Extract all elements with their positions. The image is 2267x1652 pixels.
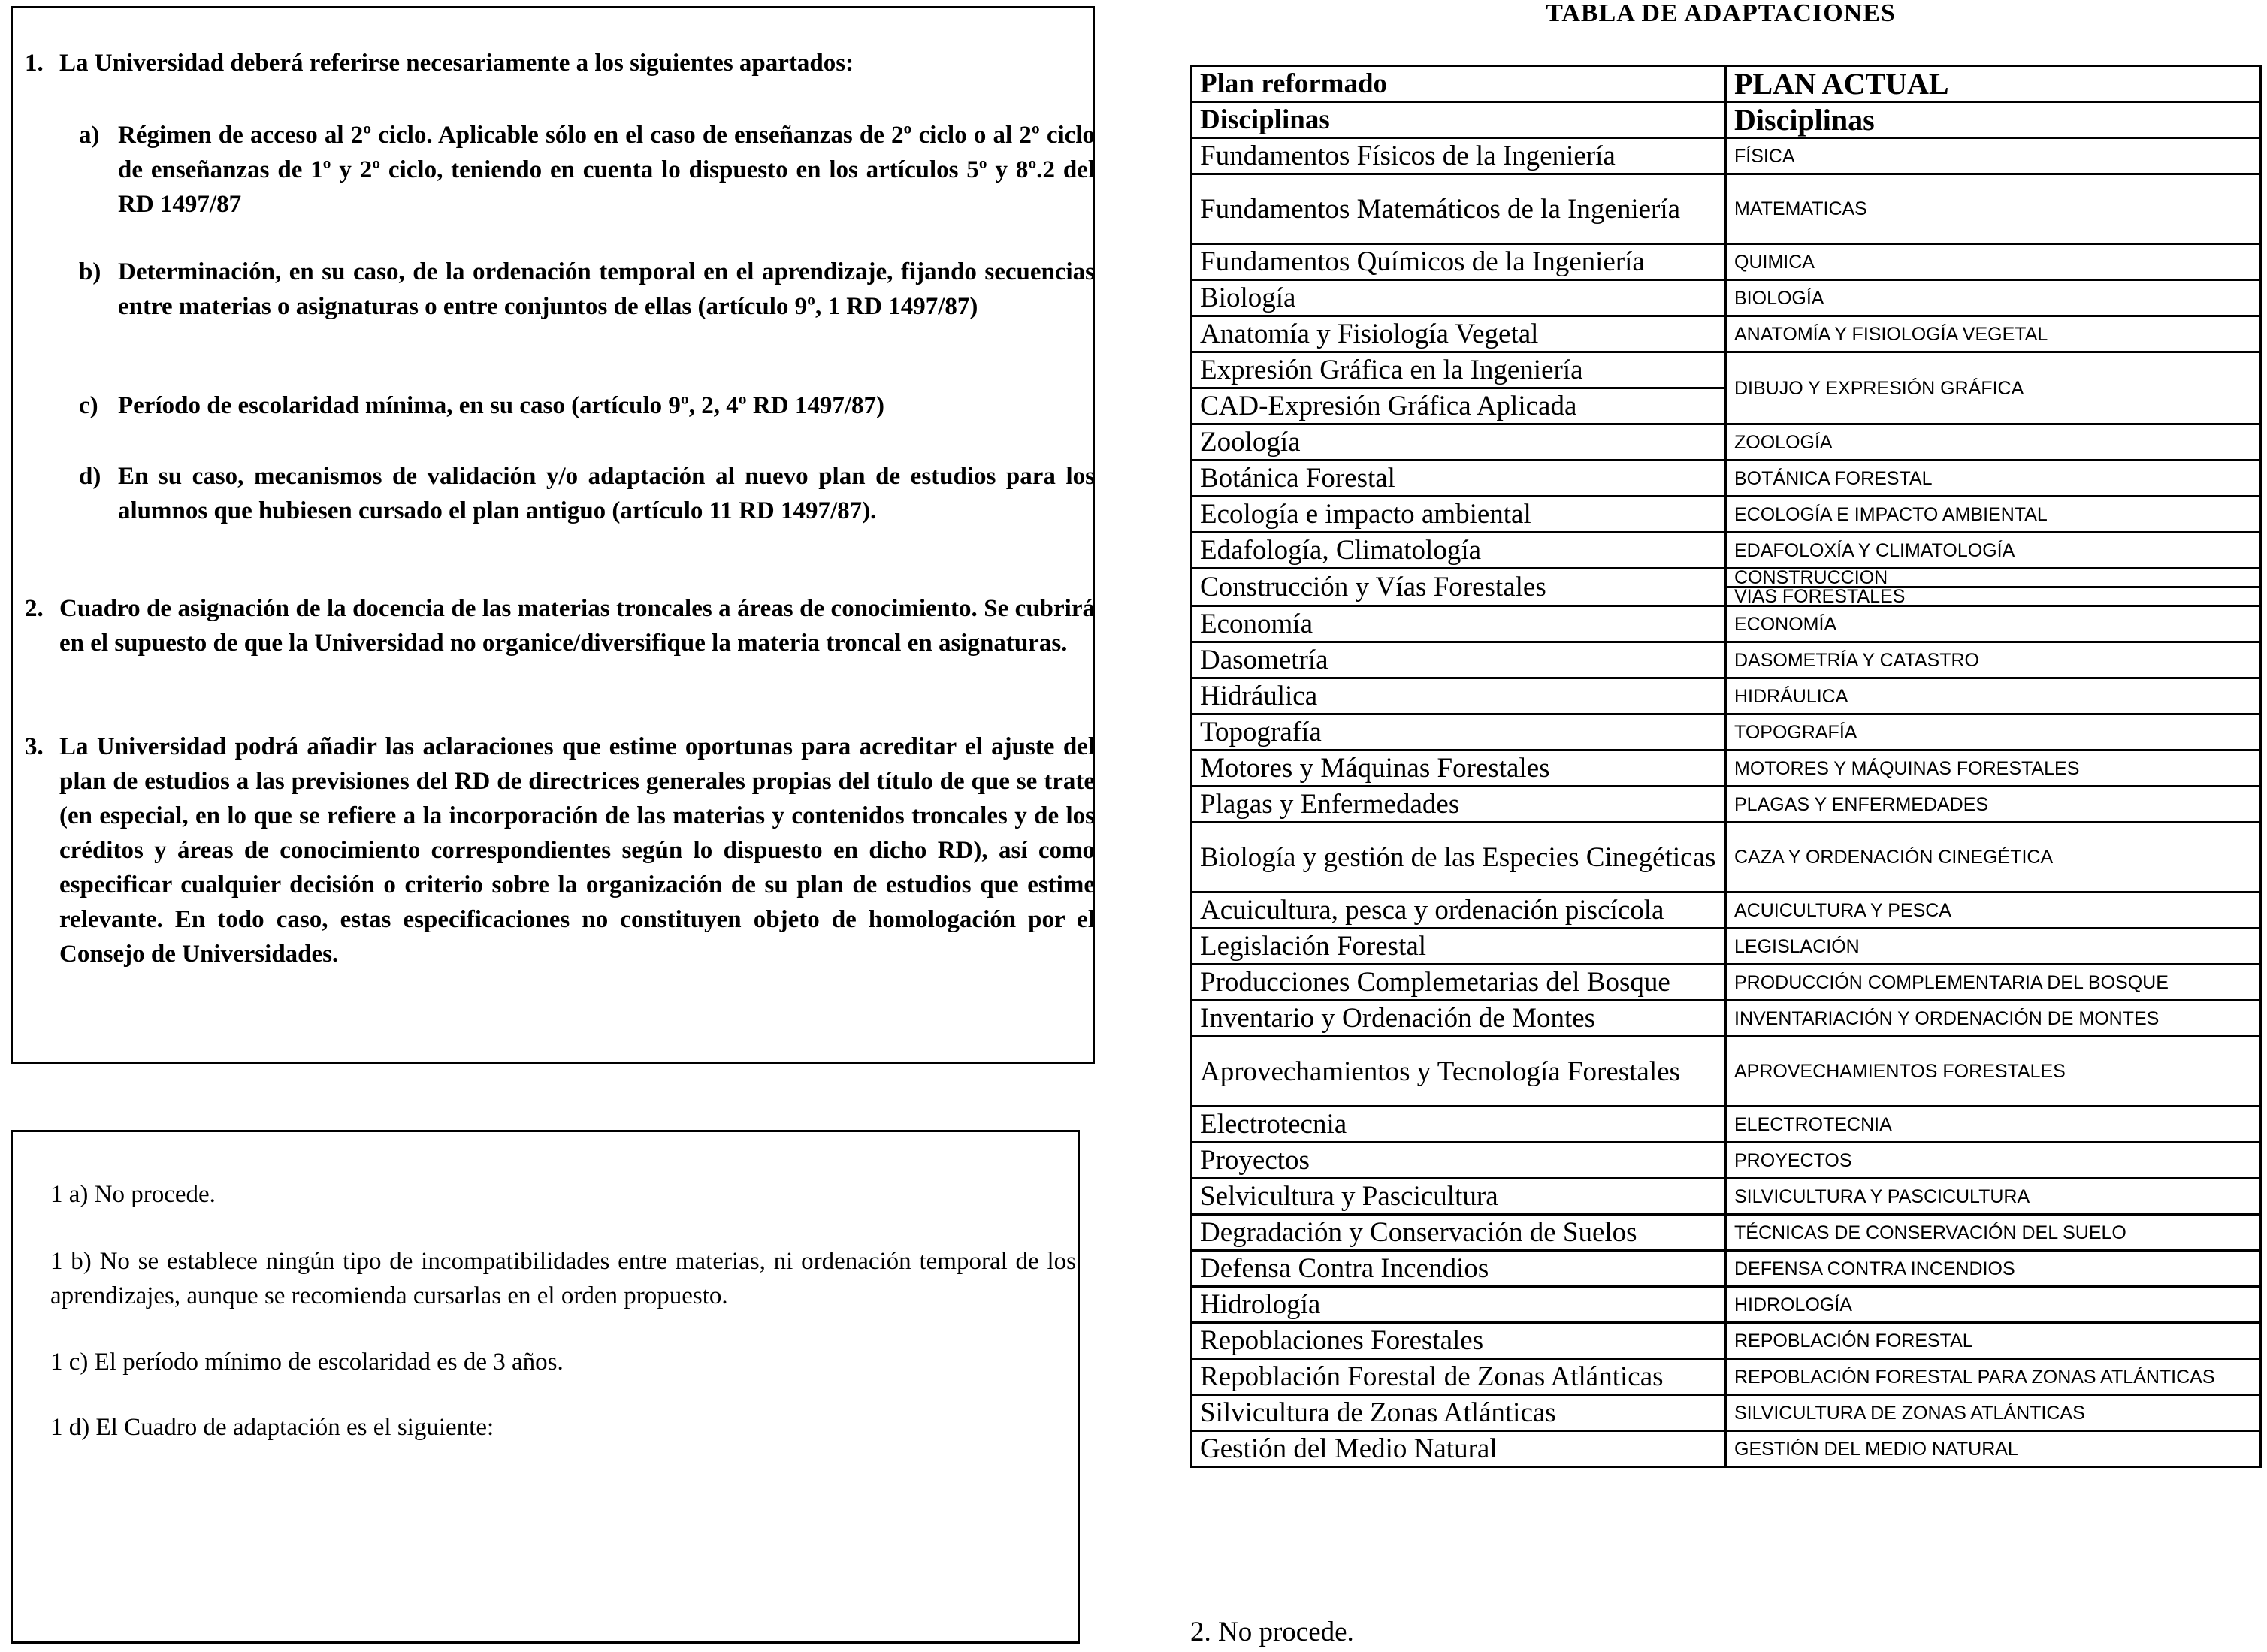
plan-reformado-cell: CAD-Expresión Gráfica Aplicada	[1192, 388, 1726, 424]
plan-reformado-cell: Legislación Forestal	[1192, 929, 1726, 965]
table-row	[1192, 1287, 2261, 1323]
plan-reformado-cell: Producciones Complemetarias del Bosque	[1192, 965, 1726, 1001]
plan-actual-cell: MOTORES Y MÁQUINAS FORESTALES	[1726, 750, 2261, 787]
instructions-box: 1. La Universidad deberá referirse necesariamente a los siguientes apartados: a) Régimen de acceso al 2º ciclo. Aplicable sólo en el caso de enseñanzas de 2º ciclo o al 2º ciclo de enseñanzas de 1º y 2º ciclo, teniendo en cuenta lo dispuesto en los artículos 5º y 8º.2 del RD 1497/87 b) Determinación, en su caso, de la ordenación temporal en el aprendizaje, fijando secuencias entre materias o asignaturas o entre conjuntos de ellas (artículo 9º, 1 RD 1497/87) c) Período de escolaridad mínima, en su caso (artículo 9º, 2, 4º RD 1497/87) d) En su caso, mecanismos de validación y/o adaptación al nuevo plan de estudios para los alumnos que hubiesen cursado el plan antiguo (artículo 11 RD 1497/87). 2. Cuadro de asignación de la docencia de las materias troncales a áreas de conocimiento. Se cubrirá en el supuesto de que la Universidad no organice/diversifique la materia troncal en asignaturas. 3. La Universidad podrá añadir las aclaraciones que estime oportunas para acreditar el ajuste del plan de estudios a las previsiones del RD de directrices generales propias del título de que se trate (en especial, en lo que se refiere a la incorporación de las materias y contenidos troncales y de los créditos y áreas de conocimiento correspondientes según lo dispuesto en dicho RD), así como especificar cualquier decisión o criterio sobre la organización de su plan de estudios que estime relevante. En todo caso, estas especificaciones no constituyen objeto de homologación por el Consejo de Universidades.	[11, 6, 1095, 1064]
plan-reformado-cell: Acuicultura, pesca y ordenación piscícola	[1192, 892, 1726, 929]
plan-reformado-cell: Repoblación Forestal de Zonas Atlánticas	[1192, 1359, 1726, 1395]
table-row	[1192, 533, 2261, 569]
plan-actual-cell: EDAFOLOXÍA Y CLIMATOLOGÍA	[1726, 533, 2261, 569]
plan-actual-cell: GESTIÓN DEL MEDIO NATURAL	[1726, 1431, 2261, 1467]
footer-note: 2. No procede.	[1190, 1617, 1354, 1647]
plan-actual-cell: INVENTARIACIÓN Y ORDENACIÓN DE MONTES	[1726, 1001, 2261, 1037]
plan-reformado-cell: Edafología, Climatología	[1192, 533, 1726, 569]
table-row	[1192, 424, 2261, 461]
table-row	[1192, 461, 2261, 497]
table-row	[1192, 244, 2261, 280]
plan-reformado-cell: Ecología e impacto ambiental	[1192, 497, 1726, 533]
table-row	[1192, 1359, 2261, 1395]
plan-reformado-cell: Economía	[1192, 606, 1726, 642]
table-row	[1192, 1001, 2261, 1037]
plan-reformado-cell: Proyectos	[1192, 1143, 1726, 1179]
plan-actual-cell: ECONOMÍA	[1726, 606, 2261, 642]
answer-1a: 1 a) No procede.	[50, 1181, 216, 1208]
plan-reformado-cell: Botánica Forestal	[1192, 461, 1726, 497]
subheader-disciplinas-left: Disciplinas	[1192, 102, 1726, 138]
table-row	[1192, 823, 2261, 892]
adaptation-table	[1190, 65, 2262, 1468]
table-row	[1192, 714, 2261, 750]
plan-actual-cell: PLAGAS Y ENFERMEDADES	[1726, 787, 2261, 823]
plan-actual-cell: DASOMETRÍA Y CATASTRO	[1726, 642, 2261, 678]
table-row	[1192, 1215, 2261, 1251]
plan-reformado-cell: Motores y Máquinas Forestales	[1192, 750, 1726, 787]
plan-reformado-cell: Expresión Gráfica en la Ingeniería	[1192, 352, 1726, 388]
table-row	[1192, 1251, 2261, 1287]
table-row	[1192, 606, 2261, 642]
plan-actual-cell: FÍSICA	[1726, 138, 2261, 174]
plan-actual-cell: TOPOGRAFÍA	[1726, 714, 2261, 750]
plan-actual-cell-part: VIAS FORESTALES	[1734, 586, 1906, 607]
table-row	[1192, 280, 2261, 316]
table-row	[1192, 1107, 2261, 1143]
plan-reformado-cell: Fundamentos Matemáticos de la Ingeniería	[1192, 174, 1726, 244]
plan-reformado-cell: Gestión del Medio Natural	[1192, 1431, 1726, 1467]
plan-actual-cell: BOTÁNICA FORESTAL	[1726, 461, 2261, 497]
plan-actual-cell: REPOBLACIÓN FORESTAL	[1726, 1323, 2261, 1359]
plan-reformado-cell: Fundamentos Químicos de la Ingeniería	[1192, 244, 1726, 280]
answer-1d: 1 d) El Cuadro de adaptación es el siguiente:	[50, 1414, 494, 1441]
table-row	[1192, 892, 2261, 929]
table-row	[1192, 1037, 2261, 1107]
table-row	[1192, 1395, 2261, 1431]
answer-1c: 1 c) El período mínimo de escolaridad es de 3 años.	[50, 1348, 564, 1376]
plan-actual-cell: BIOLOGÍA	[1726, 280, 2261, 316]
plan-actual-cell: CAZA Y ORDENACIÓN CINEGÉTICA	[1726, 823, 2261, 892]
plan-reformado-cell: Construcción y Vías Forestales	[1192, 569, 1726, 606]
plan-reformado-cell: Repoblaciones Forestales	[1192, 1323, 1726, 1359]
plan-reformado-cell: Biología	[1192, 280, 1726, 316]
plan-reformado-cell: Zoología	[1192, 424, 1726, 461]
table-row	[1192, 1143, 2261, 1179]
plan-reformado-cell: Anatomía y Fisiología Vegetal	[1192, 316, 1726, 352]
plan-reformado-cell: Biología y gestión de las Especies Cinegéticas	[1192, 823, 1726, 892]
header-plan-actual: PLAN ACTUAL	[1726, 66, 2261, 102]
plan-reformado-cell: Degradación y Conservación de Suelos	[1192, 1215, 1726, 1251]
subheader-disciplinas-right: Disciplinas	[1726, 102, 2261, 138]
table-row	[1192, 352, 2261, 388]
table-row	[1192, 316, 2261, 352]
plan-reformado-cell: Hidrología	[1192, 1287, 1726, 1323]
plan-actual-cell: QUIMICA	[1726, 244, 2261, 280]
plan-actual-cell: REPOBLACIÓN FORESTAL PARA ZONAS ATLÁNTICAS	[1726, 1359, 2261, 1395]
plan-actual-cell: ECOLOGÍA E IMPACTO AMBIENTAL	[1726, 497, 2261, 533]
plan-reformado-cell: Silvicultura de Zonas Atlánticas	[1192, 1395, 1726, 1431]
answer-1b: 1 b) No se establece ningún tipo de incompatibilidades entre materias, ni ordenación temporal de los aprendizajes, aunque se recomienda cursarlas en el orden propuesto.	[50, 1248, 1076, 1309]
table-title: TABLA DE ADAPTACIONES	[1546, 0, 1896, 27]
plan-reformado-cell: Topografía	[1192, 714, 1726, 750]
plan-reformado-cell: Hidráulica	[1192, 678, 1726, 714]
table-row	[1192, 642, 2261, 678]
plan-actual-cell: SILVICULTURA Y PASCICULTURA	[1726, 1179, 2261, 1215]
table-row	[1192, 929, 2261, 965]
plan-reformado-cell: Electrotecnia	[1192, 1107, 1726, 1143]
plan-reformado-cell: Defensa Contra Incendios	[1192, 1251, 1726, 1287]
table-row	[1192, 174, 2261, 244]
plan-reformado-cell: Dasometría	[1192, 642, 1726, 678]
table-row	[1192, 138, 2261, 174]
plan-reformado-cell: Fundamentos Físicos de la Ingeniería	[1192, 138, 1726, 174]
plan-actual-cell: APROVECHAMIENTOS FORESTALES	[1726, 1037, 2261, 1107]
plan-actual-cell: PROYECTOS	[1726, 1143, 2261, 1179]
table-row	[1192, 1323, 2261, 1359]
header-plan-reformado: Plan reformado	[1192, 66, 1726, 102]
table-row	[1192, 678, 2261, 714]
table-row	[1192, 1431, 2261, 1467]
plan-actual-cell-part: CONSTRUCCIÓN	[1727, 569, 2259, 588]
plan-reformado-cell: Selvicultura y Pascicultura	[1192, 1179, 1726, 1215]
table-row	[1192, 787, 2261, 823]
plan-actual-cell: ACUICULTURA Y PESCA	[1726, 892, 2261, 929]
plan-actual-cell: ZOOLOGÍA	[1726, 424, 2261, 461]
table-row	[1192, 750, 2261, 787]
answers-box	[11, 1130, 1080, 1644]
table-row	[1192, 497, 2261, 533]
table-subheader-row	[1192, 102, 2261, 138]
plan-actual-cell: HIDRÁULICA	[1726, 678, 2261, 714]
plan-actual-cell: ELECTROTECNIA	[1726, 1107, 2261, 1143]
table-row	[1192, 1179, 2261, 1215]
instruction-item-1-text: La Universidad deberá referirse necesariamente a los siguientes apartados:	[59, 50, 854, 77]
table-header-row	[1192, 66, 2261, 102]
plan-actual-cell: PRODUCCIÓN COMPLEMENTARIA DEL BOSQUE	[1726, 965, 2261, 1001]
plan-actual-cell: MATEMATICAS	[1726, 174, 2261, 244]
plan-actual-cell: TÉCNICAS DE CONSERVACIÓN DEL SUELO	[1726, 1215, 2261, 1251]
plan-actual-cell: HIDROLOGÍA	[1726, 1287, 2261, 1323]
plan-reformado-cell: Aprovechamientos y Tecnología Forestales	[1192, 1037, 1726, 1107]
plan-actual-cell: DEFENSA CONTRA INCENDIOS	[1726, 1251, 2261, 1287]
plan-actual-cell: DIBUJO Y EXPRESIÓN GRÁFICA	[1726, 352, 2261, 424]
table-row	[1192, 569, 2261, 606]
plan-reformado-cell: Inventario y Ordenación de Montes	[1192, 1001, 1726, 1037]
table-row	[1192, 965, 2261, 1001]
plan-actual-cell: LEGISLACIÓN	[1726, 929, 2261, 965]
plan-reformado-cell: Plagas y Enfermedades	[1192, 787, 1726, 823]
plan-actual-cell: SILVICULTURA DE ZONAS ATLÁNTICAS	[1726, 1395, 2261, 1431]
plan-actual-cell	[1726, 569, 2261, 606]
plan-actual-cell: ANATOMÍA Y FISIOLOGÍA VEGETAL	[1726, 316, 2261, 352]
